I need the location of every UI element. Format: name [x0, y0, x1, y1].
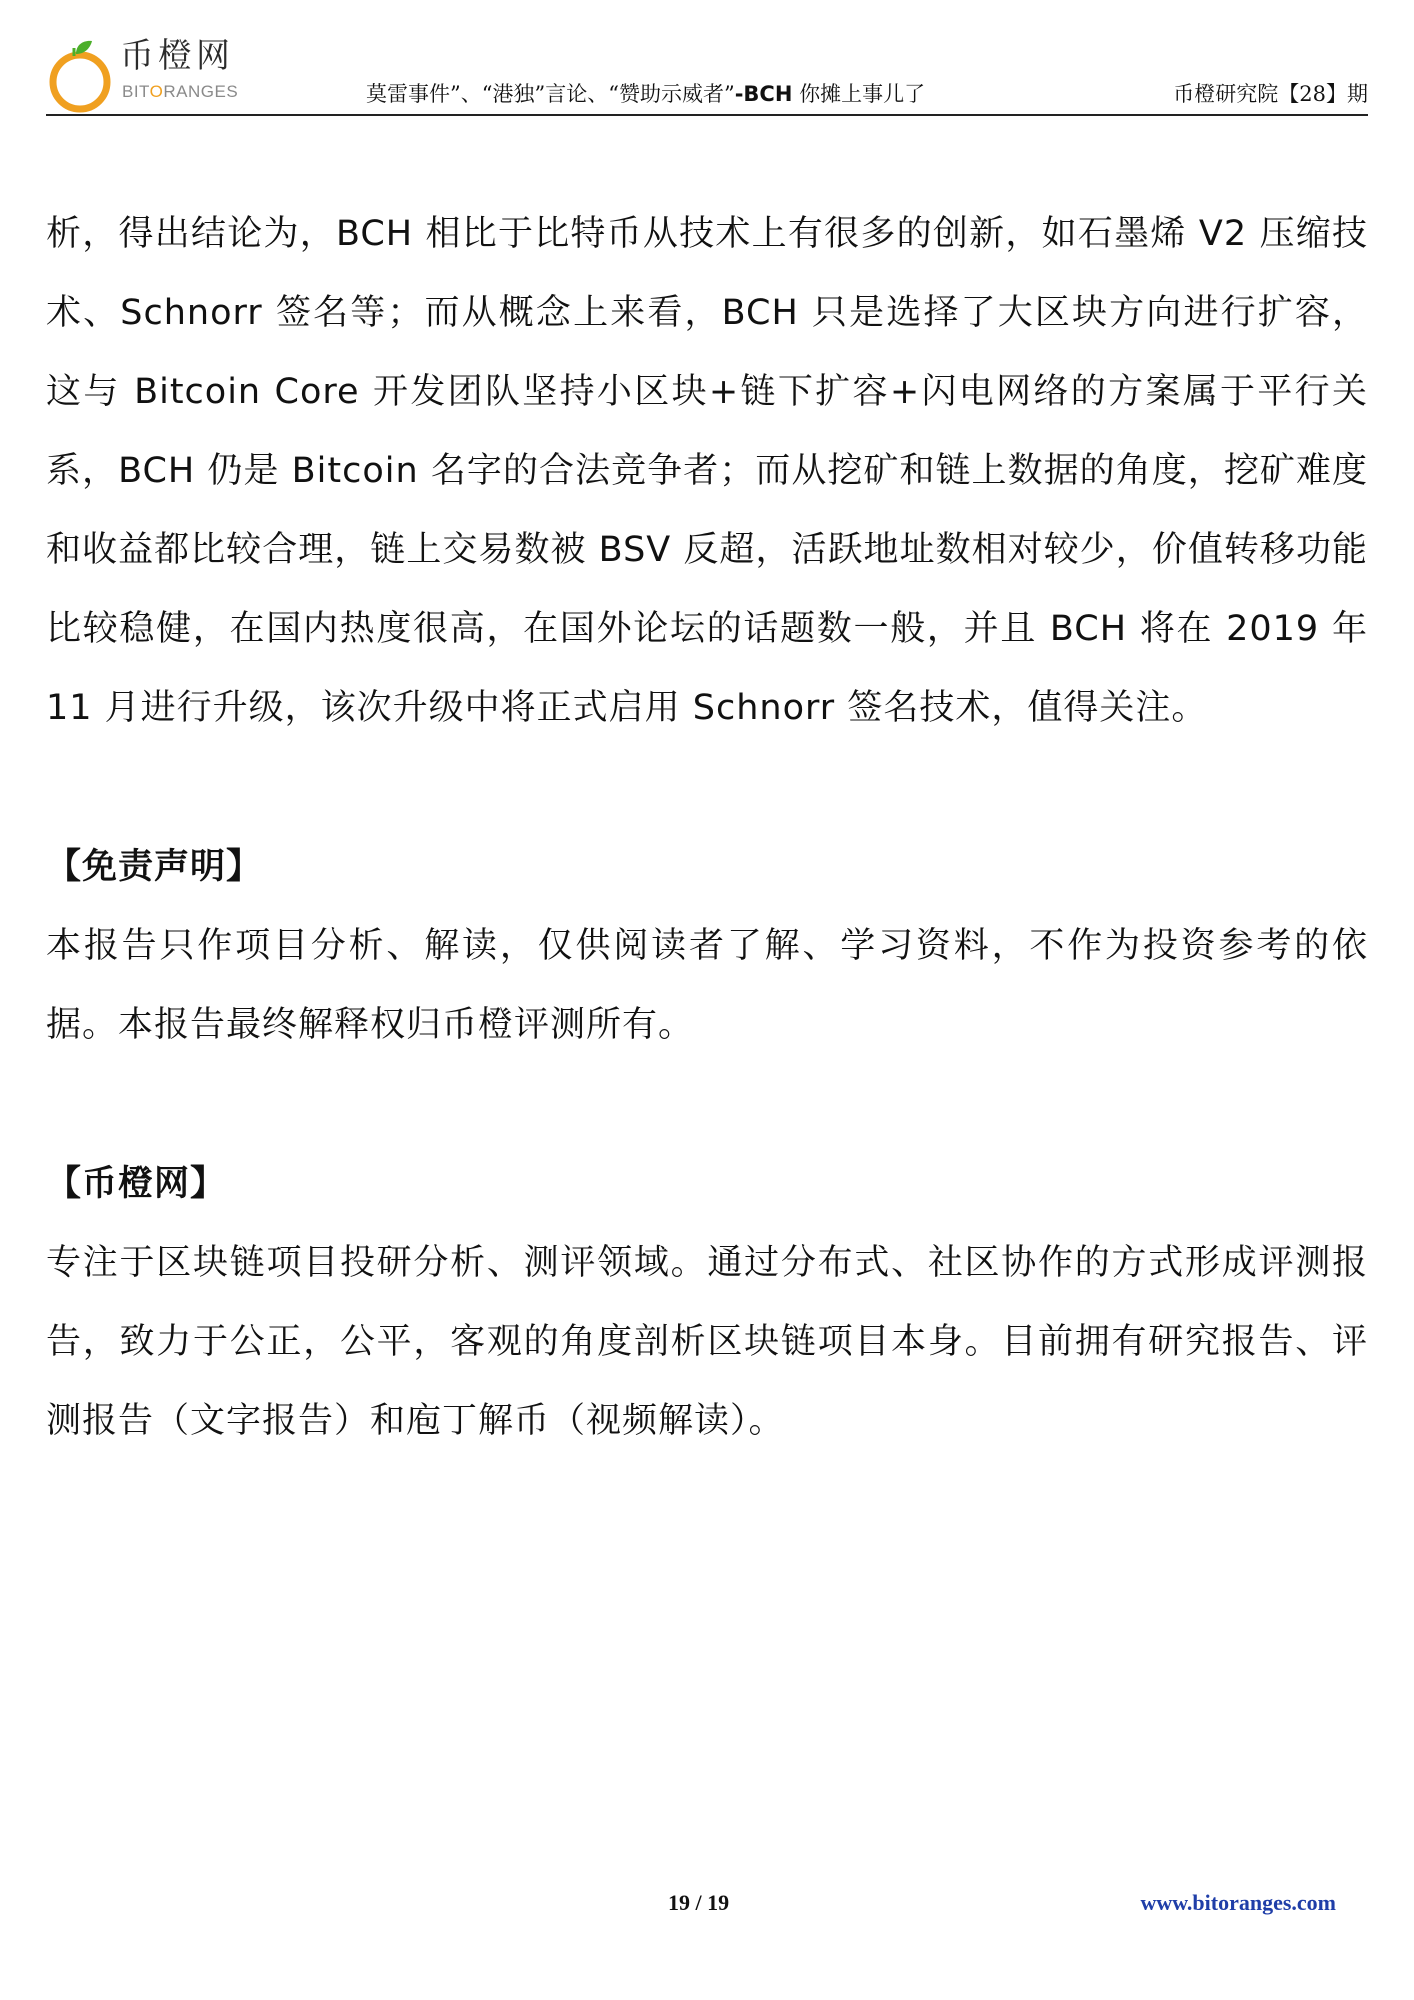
logo-english-name: BITORANGES — [122, 82, 239, 101]
page-number: 19 / 19 — [668, 1890, 730, 1915]
logo-chinese-name: 币橙网 — [120, 36, 234, 76]
issue-label: 币橙研究院【28】期 — [1173, 82, 1368, 106]
about-heading: 【币橙网】 — [46, 1164, 227, 1204]
website-link[interactable]: www.bitoranges.com — [1140, 1890, 1336, 1915]
disclaimer-paragraph: 本报告只作项目分析、解读，仅供阅读者了解、学习资料，不作为投资参考的依据。本报告最终解释权归币橙评测所有。 — [46, 926, 1368, 1045]
conclusion-paragraph: 析，得出结论为，BCH 相比于比特币从技术上有很多的创新，如石墨烯 V2 压缩技术、Schnorr 签名等；而从概念上来看，BCH 只是选择了大区块方向进行扩容，这与 Bitcoin Core 开发团队坚持小区块+链下扩容+闪电网络的方案属于平行关系，BCH 仍是 Bitcoin 名字的合法竞争者；而从挖矿和链上数据的角度，挖矿难度和收益都比较合理，链上交易数被 BSV 反超，活跃地址数相对较少，价值转移功能比较稳健，在国内热度很高，在国外论坛的话题数一般，并且 BCH 将在 2019 年 11 月进行升级，该次升级中将正式启用 Schnorr 签名技术，值得关注。 — [46, 214, 1368, 728]
page-header — [46, 26, 1368, 116]
disclaimer-heading: 【免责声明】 — [46, 847, 263, 887]
orange-logo-icon — [46, 38, 116, 114]
report-title: 莫雷事件”、“港独”言论、“赞助示威者”-BCH 你摊上事儿了 — [366, 82, 926, 106]
about-paragraph: 专注于区块链项目投研分析、测评领域。通过分布式、社区协作的方式形成评测报告，致力于公正，公平，客观的角度剖析区块链项目本身。目前拥有研究报告、评测报告（文字报告）和庖丁解币（视频解读）。 — [46, 1243, 1368, 1441]
bitoranges-logo — [46, 30, 246, 114]
page-content — [46, 195, 1368, 1461]
